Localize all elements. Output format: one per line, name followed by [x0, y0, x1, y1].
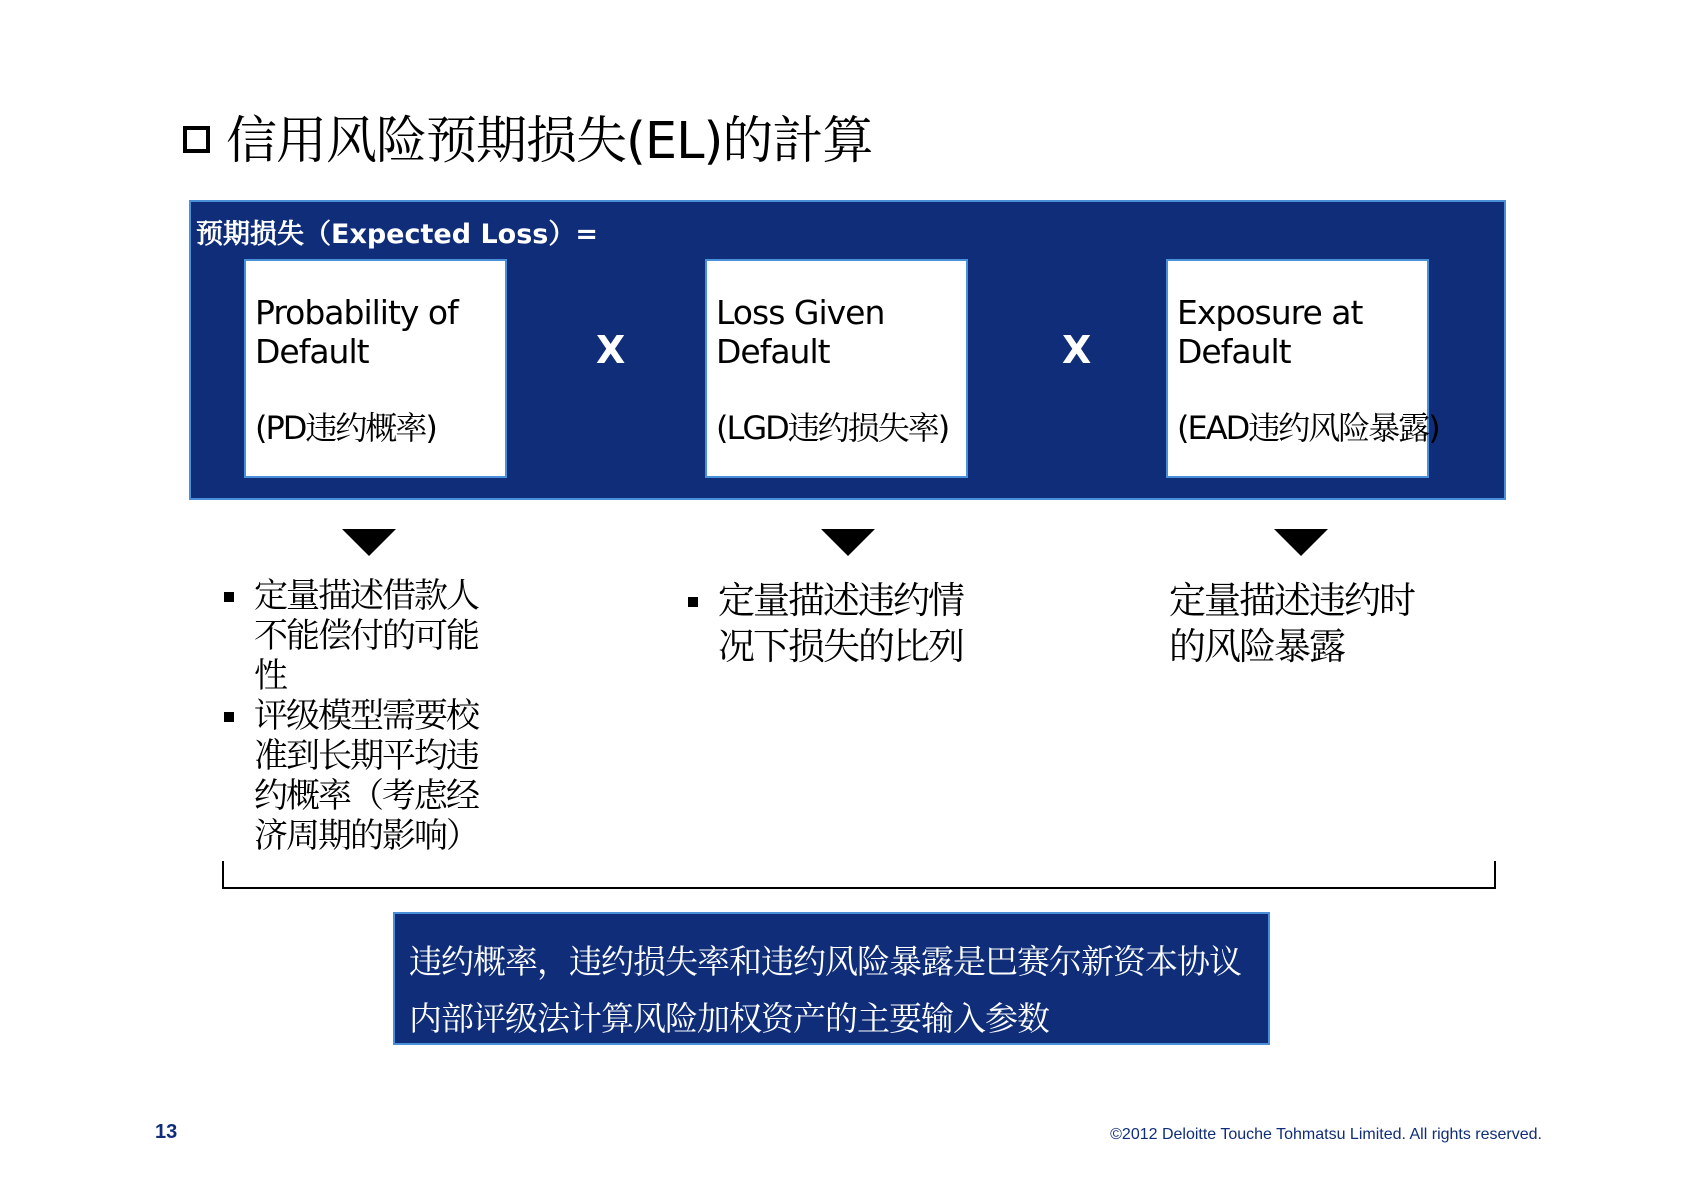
- bracket-line: [222, 861, 1496, 889]
- factor-name-lgd: Loss Given Default: [716, 293, 885, 371]
- factor-name-ead: Exposure at Default: [1177, 293, 1363, 371]
- down-arrow-icon: [342, 529, 396, 556]
- pd-description-1: 定量描述借款人不能偿付的可能性: [254, 576, 478, 696]
- slide-title: [183, 98, 872, 174]
- factor-abbr-lgd: (LGD违约损失率): [716, 409, 949, 447]
- pd-description-list: [224, 576, 500, 856]
- ead-description: 定量描述违约时的风险暴露: [1169, 579, 1414, 668]
- list-item: [688, 578, 988, 670]
- formula-heading: 预期损失（Expected Loss）=: [196, 219, 598, 250]
- multiply-sign: X: [596, 328, 626, 372]
- square-bullet-icon: [224, 592, 234, 602]
- lgd-description-list: [688, 578, 988, 670]
- factor-box-ead: [1168, 261, 1439, 476]
- formula-panel: [191, 202, 1504, 498]
- factor-abbr-ead: (EAD违约风险暴露): [1177, 409, 1439, 447]
- slide-title-text: 信用风险预期损失(EL)的計算: [226, 112, 873, 171]
- list-item: [224, 576, 500, 696]
- factor-name-pd: Probability of Default: [255, 293, 458, 371]
- pd-description-2: 评级模型需要校准到长期平均违约概率（考虑经济周期的影响）: [254, 696, 478, 856]
- factor-abbr-pd: (PD违约概率): [255, 409, 436, 447]
- factor-box-pd: [246, 261, 505, 476]
- copyright-notice: ©2012 Deloitte Touche Tohmatsu Limited. All rights reserved.: [1110, 1126, 1542, 1143]
- summary-box: [395, 914, 1268, 1043]
- list-item: [224, 696, 500, 856]
- summary-text: 违约概率，违约损失率和违约风险暴露是巴赛尔新资本协议内部评级法计算风险加权资产的主要输入参数: [409, 942, 1241, 1038]
- multiply-sign: X: [1062, 328, 1092, 372]
- factor-box-lgd: [707, 261, 966, 476]
- square-bullet-icon: [688, 597, 698, 607]
- lgd-description-1: 定量描述违约情况下损失的比列: [718, 579, 963, 668]
- checkbox-bullet-icon: [183, 126, 210, 153]
- down-arrow-icon: [1274, 529, 1328, 556]
- square-bullet-icon: [224, 712, 234, 722]
- page-number: 13: [155, 1121, 178, 1143]
- down-arrow-icon: [821, 529, 875, 556]
